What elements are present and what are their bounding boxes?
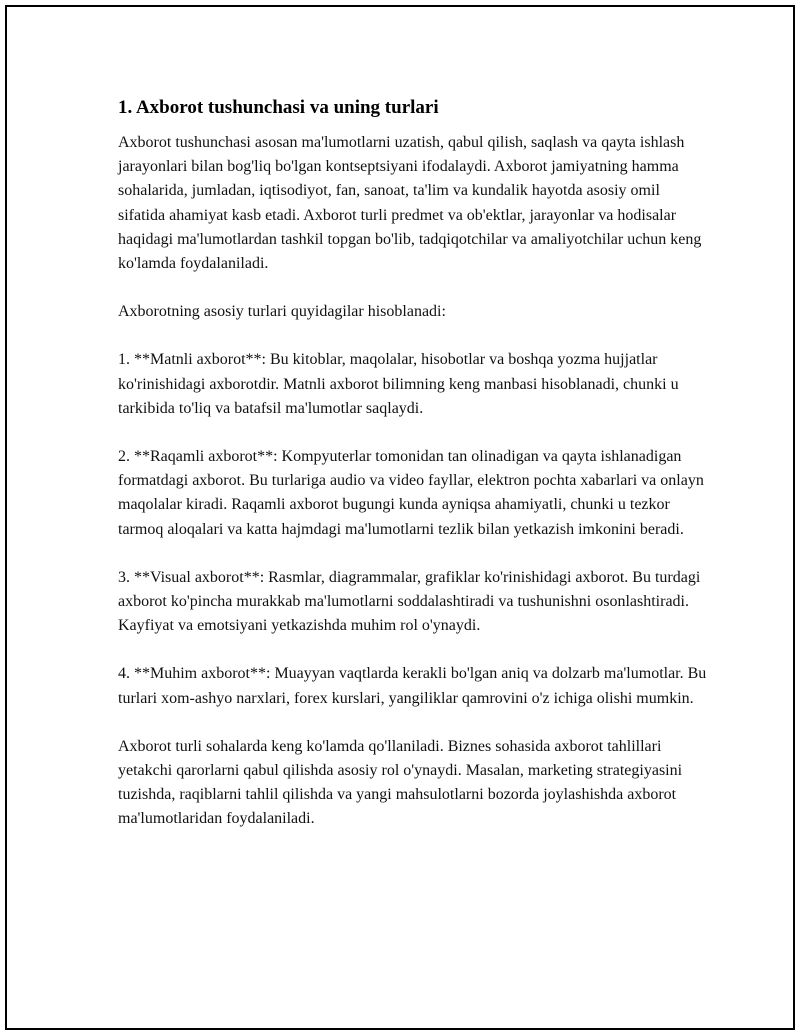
section-title: 1. Axborot tushunchasi va uning turlari <box>118 97 439 118</box>
paragraph-intro: Axborot tushunchasi asosan ma'lumotlarni uzatish, qabul qilish, saqlash va qayta ishlash jarayonlari bilan bog'liq bo'lgan kontseptsiyani ifodalaydi. Axborot jamiyatning hamma sohalarida, jumladan, iqtisodiyot, fan, sanoat, ta'lim va kundalik hayotda asosiy omil sifatida ahamiyat kasb etadi. Axborot turli predmet va ob'ektlar, jarayonlar va hodisalar haqidagi ma'lumotlardan tashkil topgan bo'lib, tadqiqotchilar va amaliyotchilar uchun keng ko'lamda foydalaniladi. <box>118 134 702 273</box>
paragraph-important-info: 4. **Muhim axborot**: Muayyan vaqtlarda kerakli bo'lgan aniq va dolzarb ma'lumotlar. Bu turlari xom-ashyo narxlari, forex kurslari, yangiliklar qamrovini o'z ichiga olishi mumkin. <box>118 665 707 707</box>
paragraph-text-info: 1. **Matnli axborot**: Bu kitoblar, maqolalar, hisobotlar va boshqa yozma hujjatlar ko'rinishidagi axborotdir. Matnli axborot bilimning keng manbasi hisoblanadi, chunki u tarkibida to'liq va batafsil ma'lumotlar saqlaydi. <box>118 351 679 417</box>
document-page <box>5 5 795 1030</box>
paragraph-visual-info: 3. **Visual axborot**: Rasmlar, diagrammalar, grafiklar ko'rinishidagi axborot. Bu turdagi axborot ko'pincha murakkab ma'lumotlarni soddalashtiradi va tushunishni osonlashtiradi. Kayfiyat va emotsiyani yetkazishda muhim rol o'ynaydi. <box>118 568 701 635</box>
paragraph-digital-info: 2. **Raqamli axborot**: Kompyuterlar tomonidan tan olinadigan va qayta ishlanadigan formatdagi axborot. Bu turlariga audio va video fayllar, elektron pochta xabarlari va onlayn maqolalar kiradi. Raqamli axborot bugungi kunda ayniqsa ahamiyatli, chunki u tezkor tarmoq aloqalari va katta hajmdagi ma'lumotlarni tezlik bilan yetkazish imkonini beradi. <box>118 448 704 538</box>
document-content <box>118 95 708 856</box>
paragraph-conclusion: Axborot turli sohalarda keng ko'lamda qo'llaniladi. Biznes sohasida axborot tahlillari yetakchi qarorlarni qabul qilishda asosiy rol o'ynaydi. Masalan, marketing strategiyasini tuzishda, raqiblarni tahlil qilishda va yangi mahsulotlarni bozorda joylashishda axborot ma'lumotlaridan foydalaniladi. <box>118 737 683 828</box>
paragraph-types-lead: Axborotning asosiy turlari quyidagilar hisoblanadi: <box>118 303 446 321</box>
